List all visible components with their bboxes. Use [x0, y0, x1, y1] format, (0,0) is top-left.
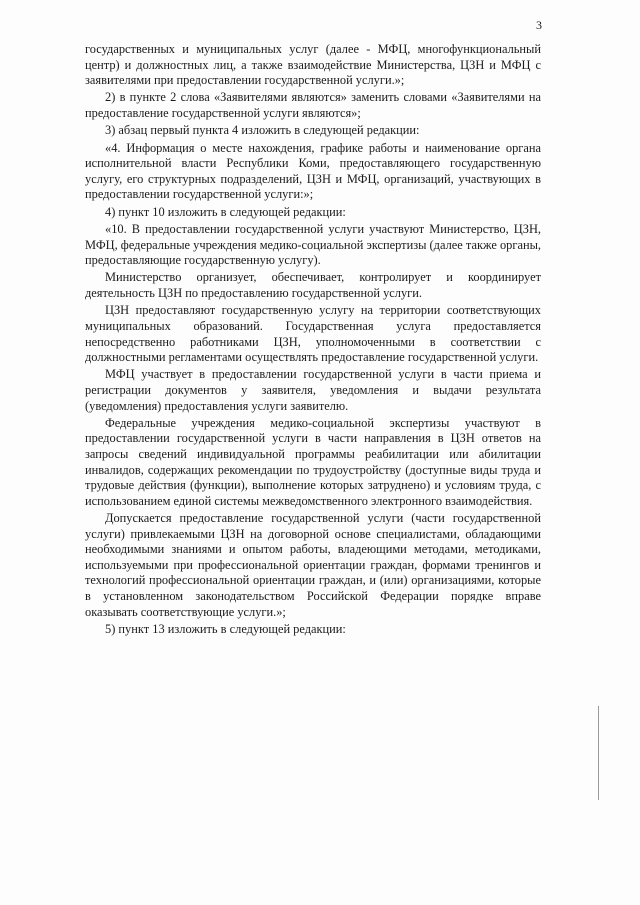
- paragraph-quote-10: «10. В предоставлении государственной услуги участвуют Министерство, ЦЗН, МФЦ, федеральные учреждения медико-социальной экспертизы (далее также органы, предоставляющие государственную услугу).: [85, 221, 541, 268]
- paragraph-quote-4: «4. Информация о месте нахождения, графике работы и наименование органа исполнительной власти Республики Коми, предоставляющего государственную услугу, его структурных подразделений, ЦЗН и МФЦ, организаций, участвующих в предоставлении государственной услуги:»;: [85, 140, 541, 202]
- paragraph-continuation: государственных и муниципальных услуг (далее - МФЦ, многофункциональный центр) и должностных лиц, а также взаимодействие Министерства, ЦЗН и МФЦ с заявителями при предоставлении государственной услуги.»;: [85, 42, 541, 88]
- scan-margin-line: [598, 706, 599, 800]
- paragraph-ministry: Министерство организует, обеспечивает, контролирует и координирует деятельность ЦЗН по предоставлению государственной услуги.: [85, 270, 541, 301]
- paragraph-item-5: 5) пункт 13 изложить в следующей редакции:: [105, 621, 346, 636]
- paragraph-item-4: 4) пункт 10 изложить в следующей редакции:: [105, 204, 346, 219]
- paragraph-czn: ЦЗН предоставляют государственную услугу на территории соответствующих муниципальных образований. Государственная услуга предоставляется непосредственно работниками ЦЗН, уполномоченными в соответствии с должностными регламентами осуществлять предоставление государственной услуги.: [85, 303, 541, 365]
- paragraph-item-2: 2) в пункте 2 слова «Заявителями являются» заменить словами «Заявителями на предоставление государственной услуги являются»;: [85, 90, 541, 121]
- document-body: [85, 42, 541, 639]
- paragraph-item-3: 3) абзац первый пункта 4 изложить в следующей редакции:: [105, 123, 420, 138]
- paragraph-permitted: Допускается предоставление государственной услуги (части государственной услуги) привлекаемыми ЦЗН на договорной основе специалистами, обладающими необходимыми знаниями и опытом работы, владеющими методами, методиками, используемыми при профессиональной ориентации граждан, формами тренингов и технологий профессиональной ориентации граждан, и (или) организациями, которые в установленном законодательством Российской Федерации порядке вправе оказывать соответствующие услуги.»;: [85, 511, 541, 619]
- paragraph-mfc: МФЦ участвует в предоставлении государственной услуги в части приема и регистрации документов у заявителя, уведомления и выдачи результата (уведомления) предоставления услуги заявителю.: [85, 367, 541, 413]
- paragraph-federal-institutions: Федеральные учреждения медико-социальной экспертизы участвуют в предоставлении государственной услуги в части направления в ЦЗН ответов на запросы сведений индивидуальной программы реабилитации или абилитации инвалидов, содержащих рекомендации по трудоустройству (доступные виды труда и трудовые действия (функции), выполнение которых затруднено) и условиям труда, с использованием единой системы межведомственного электронного взаимодействия.: [85, 415, 541, 508]
- page-number: 3: [536, 18, 542, 32]
